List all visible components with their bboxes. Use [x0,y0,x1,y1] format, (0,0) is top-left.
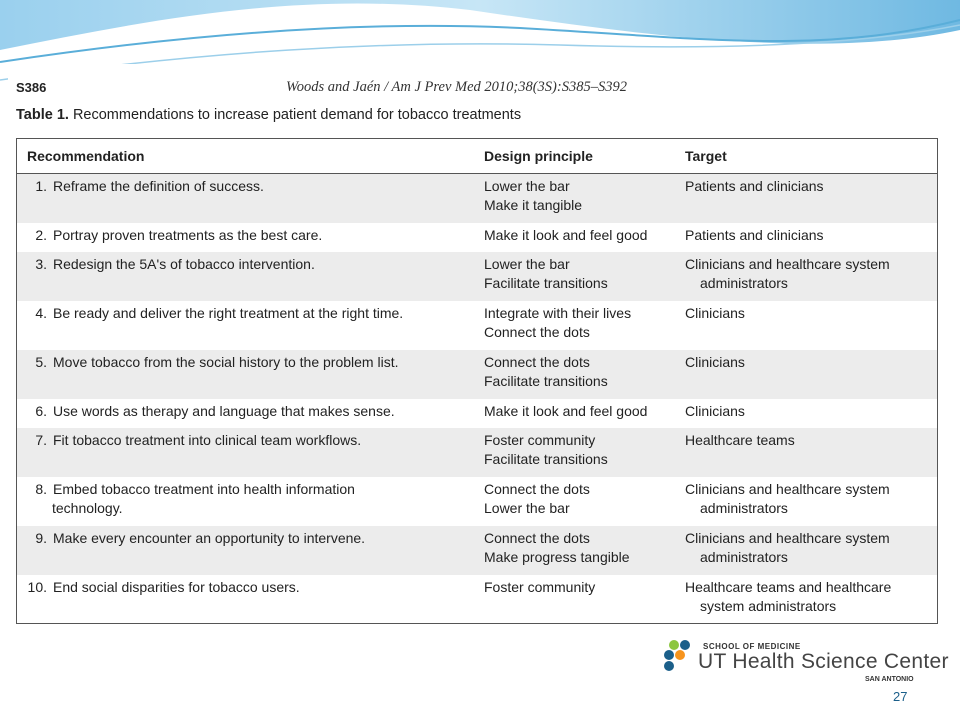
recommendation-number: 7. [35,431,47,448]
target-cell [675,428,938,477]
recommendation-number: 9. [35,529,47,546]
design-principle-cell [474,575,675,624]
header-recommendation: Recommendation [17,139,475,174]
recommendation-number: 8. [35,480,47,497]
table-row [17,174,938,223]
design-principle-text: Facilitate transitions [484,450,608,467]
target-text: system administrators [700,597,837,614]
design-principle-cell [474,301,675,350]
recommendation-cell [17,575,475,624]
table-row [17,575,938,624]
recommendation-number: 10. [27,578,47,595]
recommendation-cell [17,399,475,428]
recommendation-number: 2. [35,226,47,243]
article-header [8,78,943,100]
design-principle-text: Lower the bar [484,499,570,516]
logo-school-text: SCHOOL OF MEDICINE [703,642,801,651]
logo-name-text: UT Health Science Center [698,650,949,673]
recommendation-text: End social disparities for tobacco users. [53,578,300,595]
recommendation-cell [17,252,475,301]
design-principle-text: Facilitate transitions [484,372,608,389]
table-caption [16,107,521,123]
target-text: Patients and clinicians [685,178,824,194]
header-design-principle: Design principle [474,139,675,174]
recommendation-text: technology. [52,499,123,516]
recommendations-table [16,138,938,624]
table-row [17,252,938,301]
recommendation-cell [17,301,475,350]
recommendation-text: Portray proven treatments as the best care. [53,226,323,243]
target-text: administrators [700,548,788,565]
target-text: Healthcare teams and healthcare [685,578,892,595]
target-text: Clinicians and healthcare system [685,480,890,497]
table-row [17,526,938,575]
recommendation-number: 4. [35,304,47,321]
target-cell [675,350,938,399]
design-principle-text: Connect the dots [484,323,590,340]
design-principle-text: Lower the bar [484,178,570,194]
article-citation: Woods and Jaén / Am J Prev Med 2010;38(3S):S385–S392 [286,79,627,95]
target-cell [675,477,938,526]
recommendation-text: Make every encounter an opportunity to intervene. [53,529,366,546]
design-principle-cell [474,526,675,575]
design-principle-cell [474,399,675,428]
recommendation-cell [17,350,475,399]
recommendation-cell [17,526,475,575]
recommendation-text: Embed tobacco treatment into health information [53,480,355,497]
table-row [17,301,938,350]
recommendation-cell [17,477,475,526]
design-principle-cell [474,174,675,223]
logo-dots-icon [660,636,700,676]
recommendation-text: Be ready and deliver the right treatment at the right time. [53,304,404,321]
target-text: Clinicians [685,353,745,370]
table-row [17,428,938,477]
target-text: Patients and clinicians [685,226,824,243]
design-principle-cell [474,428,675,477]
recommendation-text: Move tobacco from the social history to the problem list. [53,353,399,370]
design-principle-cell [474,350,675,399]
design-principle-text: Lower the bar [484,255,570,272]
article-table-image [8,64,943,624]
target-text: Healthcare teams [685,431,795,448]
table-caption-label: Table 1. [16,107,69,123]
target-text: Clinicians and healthcare system [685,255,890,272]
design-principle-text: Make progress tangible [484,548,630,565]
design-principle-text: Foster community [484,431,596,448]
recommendation-text: Fit tobacco treatment into clinical team workflows. [53,431,362,448]
recommendation-cell [17,428,475,477]
design-principle-cell [474,477,675,526]
design-principle-text: Facilitate transitions [484,274,608,291]
table-caption-text: Recommendations to increase patient demand for tobacco treatments [72,107,522,123]
slide-number: 27 [893,689,908,704]
target-text: Clinicians [685,402,745,419]
target-cell [675,252,938,301]
design-principle-text: Connect the dots [484,353,590,370]
design-principle-text: Connect the dots [484,529,590,546]
design-principle-cell [474,252,675,301]
target-cell [675,575,938,624]
design-principle-text: Foster community [484,578,596,595]
recommendation-text: Redesign the 5A's of tobacco intervention. [53,255,315,272]
target-cell [675,399,938,428]
table-header-row [17,139,938,174]
table-row [17,350,938,399]
recommendation-text: Reframe the definition of success. [53,178,264,194]
design-principle-cell [474,223,675,252]
recommendation-cell [17,223,475,252]
design-principle-text: Make it look and feel good [484,402,648,419]
table-row [17,399,938,428]
target-cell [675,223,938,252]
table-row [17,477,938,526]
recommendation-number: 6. [35,402,47,419]
recommendation-number: 3. [35,255,47,272]
design-principle-text: Make it look and feel good [484,226,648,243]
target-cell [675,526,938,575]
header-target: Target [675,139,938,174]
target-cell [675,301,938,350]
article-page-number: S386 [16,80,47,95]
recommendation-number: 1. [35,178,47,194]
target-text: Clinicians [685,304,745,321]
recommendation-cell [17,174,475,223]
table-row [17,223,938,252]
recommendation-text: Use words as therapy and language that makes sense. [53,402,395,419]
target-text: Clinicians and healthcare system [685,529,890,546]
design-principle-text: Connect the dots [484,480,590,497]
target-cell [675,174,938,223]
ut-health-logo [660,636,960,688]
target-text: administrators [700,499,788,516]
recommendation-number: 5. [35,353,47,370]
logo-city-text: SAN ANTONIO [865,676,914,683]
target-text: administrators [700,274,788,291]
design-principle-text: Make it tangible [484,197,583,213]
design-principle-text: Integrate with their lives [484,304,632,321]
